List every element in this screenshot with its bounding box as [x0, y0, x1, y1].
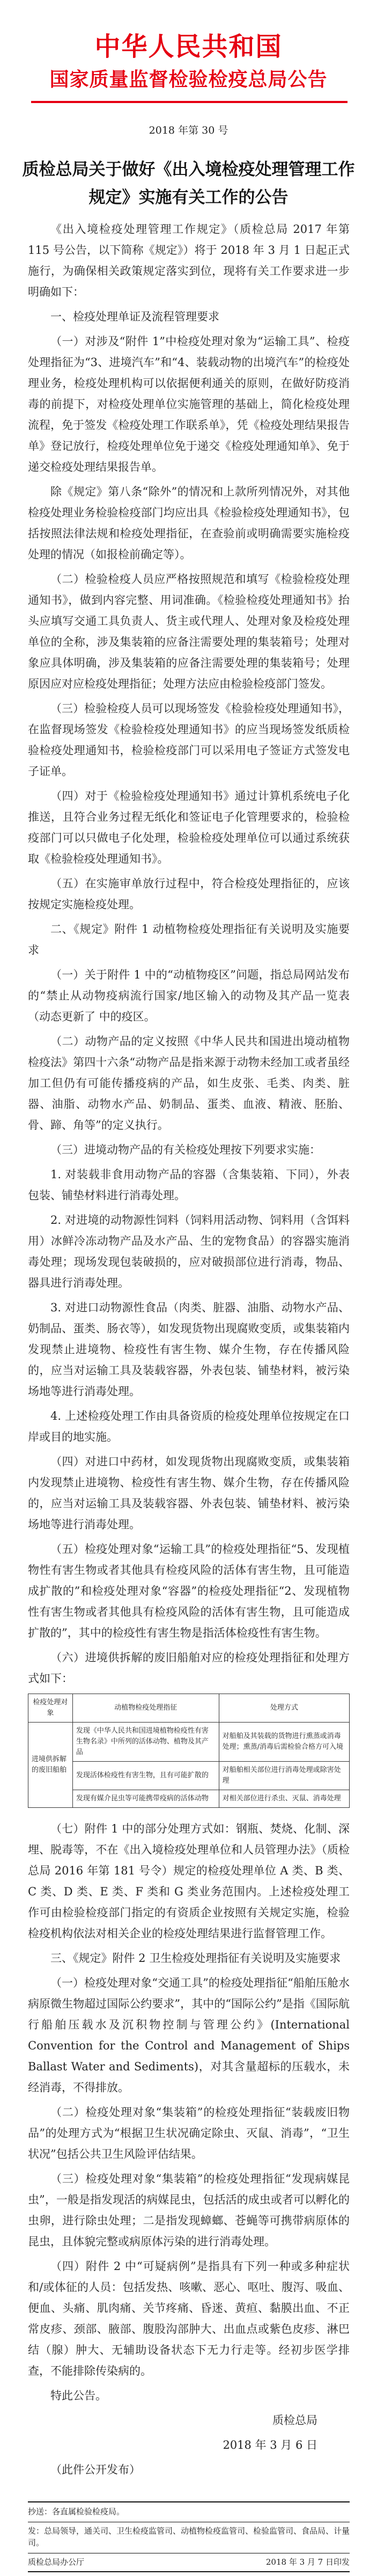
- table-row: [28, 1762, 350, 1790]
- footer-cc: 抄送：各直属检验检疫局。: [28, 2507, 125, 2516]
- quarantine-treatment-table: [28, 1694, 350, 1808]
- paragraph: 4. 上述检疫处理工作由具备资质的检疫处理单位按规定在口岸或目的地实施。: [28, 1410, 350, 1443]
- table-row: [28, 1790, 350, 1808]
- paragraph: （二）动物产品的定义按照《中华人民共和国进出境动植物检疫法》第四十六条“动物产品是指来源于动物未经加工或者虽经加工但仍有可能传播疫病的产品，如生皮张、毛类、肉类、脏器、油脂、动物水产品、奶制品、蛋类、血液、精液、胚胎、骨、蹄、角等”的定义执行。: [28, 1035, 350, 1132]
- paragraph: （三）检疫处理对象“集装箱”的检疫处理指征“发现病媒昆虫”，一般是指发现活的病媒昆虫，包括活的成虫或者可以孵化的虫卵，进行除虫处理；二是指发现蟑螂、苍蝇等可携带病原体的昆虫，且体貌完整或病原体污染的进行消毒处理。: [28, 2172, 350, 2248]
- paragraph: （五）检疫处理对象“运输工具”的检疫处理指征“5、发现植物性有害生物或者其他具有检疫风险的活体有害生物，且可能造成扩散的”和检疫处理对象“容器”的检疫处理指征“2、发现植物性有害生物或者其他具有检疫风险的活体有害生物，且可能造成扩散的”，其中的检疫性有害生物是指活体检疫性有害生物。: [28, 1543, 350, 1639]
- paragraph: （五）在实施审单放行过程中，符合检疫处理指征的，应该按规定实施检疫处理。: [28, 877, 350, 911]
- document-body: [28, 219, 350, 2484]
- paragraph: 2. 对进境的动物源性饲料（饲料用活动物、饲料用（含饵料用）冰鲜冷冻动物产品及水产品、生的宠物食品）的容器实施消毒处理；现场发现包装破损的，应对破损部位进行消毒，物品、器具进行消毒处理。: [28, 1214, 350, 1289]
- table-cell: 发现活体检疫性有害生物，且有可能扩散的: [72, 1762, 219, 1790]
- paragraph: （七）附件 1 中的部分处理方式如：钢瓶、焚烧、化制、深埋、脱毒等，不在《出入境检疫处理单位和人员管理办法》（质检总局 2016 年第 181 号令）规定的检疫处理单位 A 类、B 类、C 类、D 类、E 类、F 类和 G 类业务范围内。上述检疫处理工作可由检验检疫部门指定的有资质企业按照有关规定实施，检验检疫机构依法对相关企业的检疫处理结果进行监督管理工作。: [28, 1822, 350, 1940]
- paragraph: （三）进境动物产品的有关检疫处理按下列要求实施：: [50, 1143, 321, 1156]
- paragraph: （四）对于《检验检疫处理通知书》通过计算机系统电子化推送，且符合业务过程无纸化和签证电子化管理要求的，检验检疫部门可以只做电子化处理，检验检疫处理单位可以通过系统获取《检验检疫处理通知书》。: [28, 790, 350, 865]
- table-cell: 发现《中华人民共和国进境植物检疫性有害生物名录》中所列的活体动物、植物及其产品: [72, 1723, 219, 1762]
- publication-note: （此件公开发布）: [50, 2463, 141, 2476]
- paragraph: 3. 对进口动物源性食品（肉类、脏器、油脂、动物水产品、奶制品、蛋类、肠衣等），如发现货物出现腐败变质，或集装箱内发现禁止进境物、检疫性有害生物、媒介生物，存在传播风险的，应当对运输工具及装载容器，外表包装、铺垫材料，被污染场地等进行消毒处理。: [28, 1301, 350, 1398]
- footer-rule: [28, 2571, 350, 2572]
- footer-print-date: 2018 年 3 月 7 日印发: [265, 2557, 350, 2567]
- signature-org: 质检总局: [272, 2414, 317, 2427]
- paragraph-intro: 《出入境检疫处理管理工作规定》（质检总局 2017 年第 115 号公告，以下简称《规定》）将于 2018 年 3 月 1 日起正式施行，为确保相关政策规定落实到位，现将有关工作要求进一步明确如下：: [28, 223, 350, 298]
- paragraph: （四）对进口中药材，如发现货物出现腐败变质，或集装箱内发现禁止进境物、检疫性有害生物、媒介生物，存在传播风险的，应当对运输工具及装载容器、外表包装、铺垫材料、被污染场地等进行消毒处理。: [28, 1455, 350, 1531]
- paragraph: （四）附件 2 中“可疑病例”是指具有下列一种或多种症状和/或体征的人员：包括发热、咳嗽、恶心、呕吐、腹泻、吸血、便血、头痛、肌肉痛、关节疼痛、昏迷、黄疸、黏膜出血、不正常皮疹、颈部、腋部、腹股沟部肿大、出血点或紫色皮疹、淋巴结（腺）肿大、无辅助设备状态下无力行走等。经初步医学排查，不能排除传染病的。: [28, 2260, 350, 2377]
- signature-date: 2018 年 3 月 6 日: [223, 2439, 317, 2451]
- table-cell: 对船舶及其装载的货物进行熏蒸或消毒处理；熏蒸/消毒后需检验合格方可入境: [219, 1723, 349, 1762]
- paragraph: （二）检验检疫人员应严格按照规范和填写《检验检疫处理通知书》，做到内容完整、用词准确。《检验检疫处理通知书》抬头应填写交通工具负责人、货主或代理人、处理对象及检疫处理单位的全称，涉及集装箱的应备注需要处理的集装箱号；处理对象应具体明确，涉及集装箱的应备注需要处理的集装箱号；处理原因应对应检疫处理指征；处理方法应由检验检疫部门签发。: [28, 573, 350, 690]
- section-heading-3: 三、《规定》附件 2 卫生检疫处理指征有关说明及实施要求: [50, 1952, 341, 1965]
- paragraph: （二）检疫处理对象“集装箱”的检疫处理指征“装载废旧物品”的处理方式为“根据卫生状况确定除虫、灭鼠、消毒”，“卫生状况”包括公共卫生风险评估结果。: [28, 2106, 350, 2161]
- table-header-row: [28, 1694, 350, 1723]
- paragraph: 除《规定》第八条“除外”的情况和上款所列情况外，对其他检疫处理业务检验检疫部门均应出具《检验检疫处理通知书》，包括按照法律法规和检疫处理指征，在查验前或明确需要实施检疫处理的情况（如报检前确定等）。: [28, 485, 350, 561]
- closing: 特此公告。: [50, 2389, 107, 2402]
- paragraph: 1. 对装载非食用动物产品的容器（含集装箱、下同），外表包装、铺垫材料进行消毒处理。: [28, 1168, 350, 1202]
- footer-office-row: [28, 2556, 350, 2568]
- table-header-cell: 动植物检疫处理指征: [72, 1694, 219, 1723]
- table-header-cell: 处理方式: [219, 1694, 349, 1723]
- masthead-subtitle: 国家质量监督检验检疫总局公告: [49, 68, 328, 91]
- paragraph: （一）检疫处理对象“交通工具”的检疫处理指征“船舶压舱水病原微生物超过国际公约要求”，其中的“国际公约”是指《国际航行船舶压载水及沉积物控制与管理公约》(International Convention for the Control and Management of Ships Ballast Water and Sediments)，对其含量超标的压载水，未经消毒，不得排放。: [28, 1976, 350, 2094]
- paragraph: （一）关于附件 1 中的“动植物疫区”问题，指总局网站发布的“禁止从动物疫病流行国家/地区输入的动物及其产品一览表（动态更新了 中的疫区。: [28, 968, 350, 1023]
- document-title: 质检总局关于做好《出入境检疫处理管理工作规定》实施有关工作的公告: [22, 160, 355, 207]
- table-row: [28, 1723, 350, 1762]
- section-heading-1: 一、检疫处理单证及流程管理要求: [50, 310, 219, 323]
- table-caption: （六）进境供拆解的废旧船舶对应的检疫处理指征和处理方式如下：: [28, 1651, 350, 1685]
- table-cell: 发现有媒介昆虫等可能携带疫病的活体动物: [72, 1790, 219, 1808]
- paragraph: （三）检验检疫人员可以现场签发《检验检疫处理通知书》，在监督现场签发《检验检疫处理通知书》的应当现场签发纸质检验检疫处理通知书，检验检疫部门可以采用电子签证方式签发电子证单。: [28, 702, 350, 778]
- paragraph: （一）对涉及“附件 1”中检疫处理对象为“运输工具”、检疫处理指征为“3、进境汽车”和“4、装载动物的出境汽车”的检疫处理业务，检疫处理机构可以依据便利通关的原则，在做好防疫消毒的前提下，对检疫处理单位实施管理的基础上，简化检疫处理流程，免于签发《检疫处理工作联系单》，凭《检疫处理结果报告单》登记放行，检疫处理单位免于递交《检疫处理通知单》、免于递交检疫处理结果报告单。: [28, 335, 350, 473]
- document-number: 2018 年第 30 号: [149, 125, 228, 136]
- footer-rule: [28, 2501, 350, 2502]
- table-header-cell: 检疫处理对象: [28, 1694, 73, 1723]
- masthead-red-rule: [31, 101, 348, 103]
- section-heading-2: 二、《规定》附件 1 动植物检疫处理指征有关说明及实施要求: [28, 923, 350, 957]
- footer-distribution: 发：总局领导，通关司、卫生检疫监管司、动植物检疫监管司、检验监管司、食品局、计量司。: [28, 2526, 350, 2548]
- table-cell: 进境供拆解的废旧船舶: [28, 1723, 73, 1808]
- table-cell: 对相关部位进行杀虫、灭鼠、消毒处理: [219, 1790, 349, 1808]
- table-cell: 对船舶相关部位进行消毒处理或除害处理: [219, 1762, 349, 1790]
- footer-office: 质检总局办公厅: [28, 2557, 85, 2567]
- masthead-title: 中华人民共和国: [94, 32, 283, 62]
